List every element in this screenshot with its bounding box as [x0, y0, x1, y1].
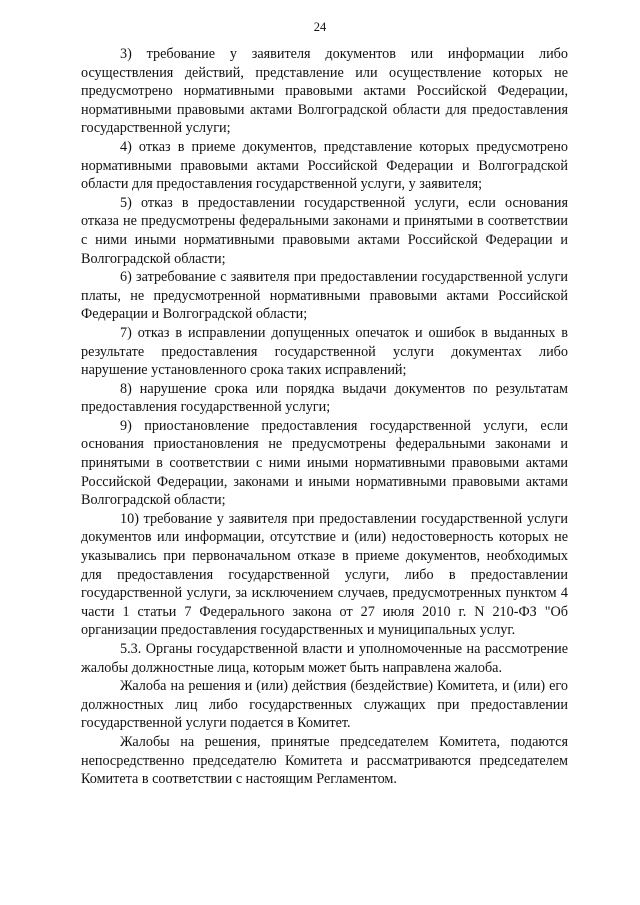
- paragraph-item-5: 5) отказ в предоставлении государственной услуги, если основания отказа не предусмотрены федеральными законами и принятыми в соответствии с ними иными нормативными правовыми актами Российской Федерации и Волгоградской области;: [81, 194, 568, 267]
- paragraph-item-10: 10) требование у заявителя при предоставлении государственной услуги документов или информации, отсутствие и (или) недостоверность которых не указывались при первоначальном отказе в приеме документов, необходимых для предоставления государственной услуги, либо в предоставлении государственной услуги, за исключением случаев, предусмотренных пунктом 4 части 1 статьи 7 Федерального закона от 27 июля 2010 г. N 210-ФЗ "Об организации предоставления государственных и муниципальных услуг.: [81, 510, 568, 639]
- complaint-paragraph: Жалоба на решения и (или) действия (бездействие) Комитета, и (или) его должностных лиц либо государственных служащих при предоставлении государственной услуги подается в Комитет.: [81, 678, 568, 732]
- document-body: [81, 45, 568, 789]
- paragraph-item-8: 8) нарушение срока или порядка выдачи документов по результатам предоставления государственной услуги;: [81, 380, 568, 416]
- paragraph-item-3: 3) требование у заявителя документов или информации либо осуществления действий, представление или осуществление которых не предусмотрено нормативными правовыми актами Российской Федерации, нормативными правовыми актами Волгоградской области для предоставления государственной услуги;: [81, 46, 568, 137]
- section-5-3-paragraph: 5.3. Органы государственной власти и уполномоченные на рассмотрение жалобы должностные лица, которым может быть направлена жалоба.: [81, 641, 568, 676]
- paragraph-item-6: 6) затребование с заявителя при предоставлении государственной услуги платы, не предусмотренной нормативными правовыми актами Российской Федерации и Волгоградской области;: [81, 269, 568, 323]
- paragraph-item-4: 4) отказ в приеме документов, представление которых предусмотрено нормативными правовыми актами Российской Федерации и Волгоградской области для предоставления государственной услуги, у заявителя;: [81, 138, 568, 193]
- paragraph-item-7: 7) отказ в исправлении допущенных опечаток и ошибок в выданных в результате предоставления государственной услуги документах либо нарушение установленного срока таких исправлений;: [81, 324, 568, 379]
- page-number: 24: [313, 20, 327, 34]
- chairman-complaint-paragraph: Жалобы на решения, принятые председателем Комитета, подаются непосредственно председателю Комитета и рассматриваются председателем Комитета в соответствии с настоящим Регламентом.: [81, 733, 568, 788]
- paragraph-item-9: 9) приостановление предоставления государственной услуги, если основания приостановления не предусмотрены федеральными законами и принятыми в соответствии с ними иными нормативными правовыми актами Российской Федерации, законами и иными нормативными правовыми актами Волгоградской области;: [81, 417, 568, 509]
